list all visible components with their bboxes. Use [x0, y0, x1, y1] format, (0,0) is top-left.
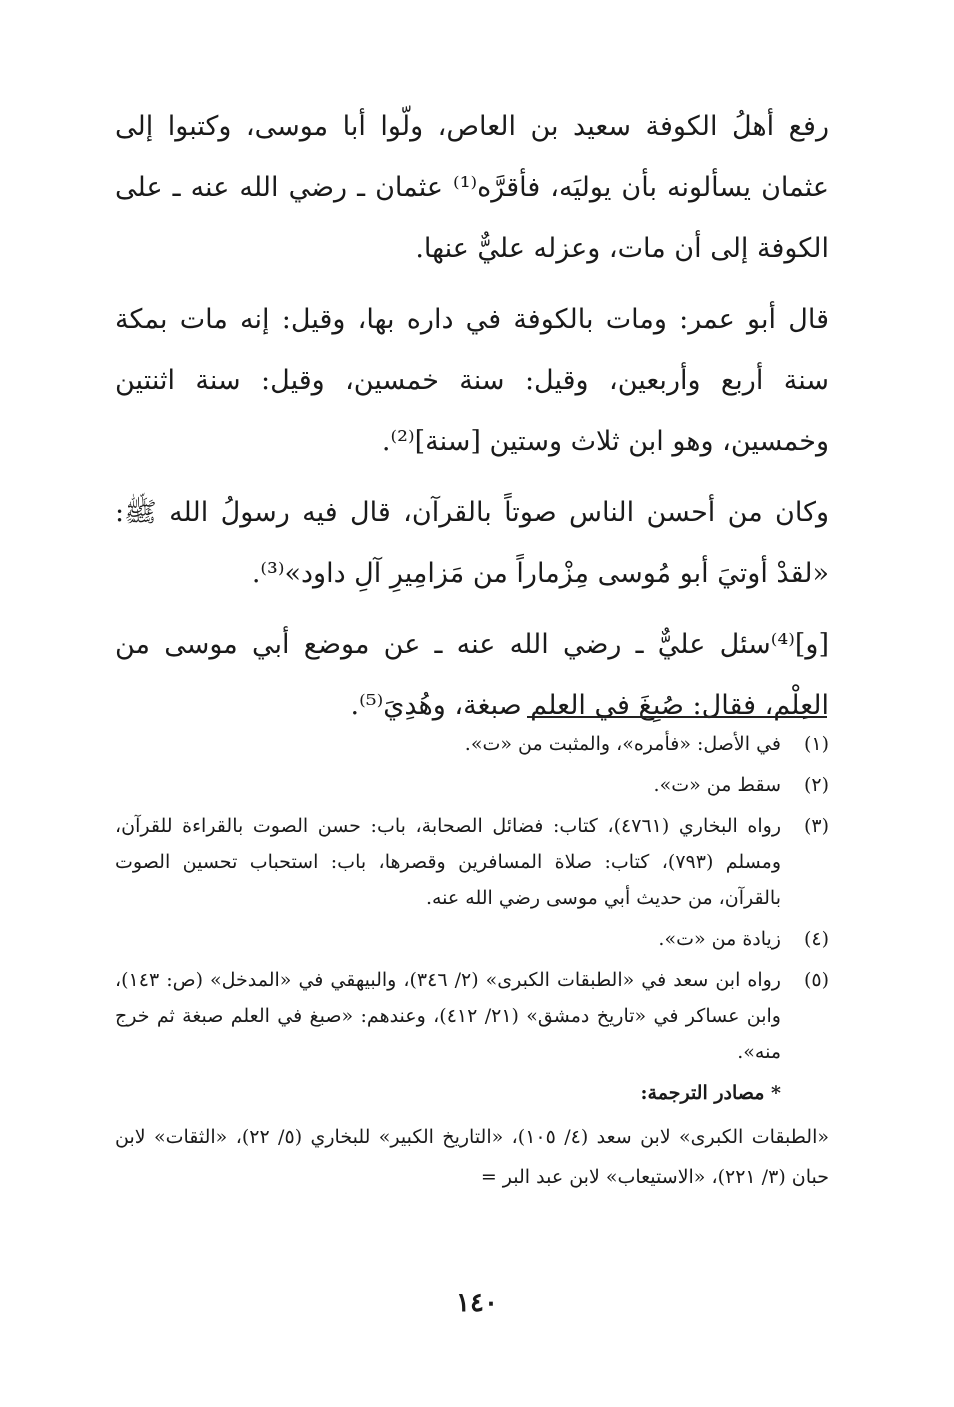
footnote-number: (٥)	[803, 969, 829, 991]
paragraph-4: [و]⁽⁴⁾سئل عليٌّ ـ رضي الله عنه ـ عن موضع أبي موسى من العِلْم، فقال: صُبِغَ في العلم صبغة، وهُدِيَ⁽⁵⁾.	[115, 629, 829, 721]
footnote-3	[115, 808, 829, 916]
footnote-1	[115, 726, 829, 762]
footnote-number: (٤)	[803, 928, 829, 950]
footnote-number: (٣)	[803, 815, 829, 837]
footnote-4	[115, 921, 829, 957]
footnote-text: زيادة من «ت».	[658, 928, 781, 950]
paragraph-3: وكان من أحسن الناس صوتاً بالقرآن، قال فيه رسولُ الله ﷺ: «لقدْ أوتيَ أبو مُوسى مِزْماراً من مَزامِيرِ آلِ داود»⁽³⁾.	[115, 497, 829, 589]
main-text	[115, 96, 829, 746]
paragraph-1: رفع أهلُ الكوفة سعيد بن العاص، ولّوا أبا موسى، وكتبوا إلى عثمان يسألونه بأن يوليَه، فأقرَّه⁽¹⁾ عثمان ـ رضي الله عنه ـ على الكوفة إلى أن مات، وعزله عليٌّ عنها.	[115, 111, 829, 264]
footnote-divider	[527, 716, 827, 718]
footnote-text: في الأصل: «فأمره»، والمثبت من «ت».	[464, 733, 781, 755]
footnote-number: (١)	[803, 733, 829, 755]
footnotes	[115, 726, 829, 1197]
footnote-text: سقط من «ت».	[653, 774, 781, 796]
page-number: ١٤٠	[456, 1288, 498, 1318]
sources-heading: * مصادر الترجمة:	[640, 1082, 781, 1104]
footnote-5	[115, 962, 829, 1070]
footnote-2	[115, 767, 829, 803]
paragraph-2: قال أبو عمر: ومات بالكوفة في داره بها، وقيل: إنه مات بمكة سنة أربع وأربعين، وقيل: سنة خمسين، وقيل: سنة اثنتين وخمسين، وهو ابن ثلاث وستين [سنة]⁽²⁾.	[115, 304, 829, 457]
translation-sources	[115, 1075, 829, 1197]
footnote-text: رواه البخاري (٤٧٦١)، كتاب: فضائل الصحابة، باب: حسن الصوت بالقراءة للقرآن، ومسلم (٧٩٣)، كتاب: صلاة المسافرين وقصرها، باب: استحباب تحسين الصوت بالقرآن، من حديث أبي موسى رضي الله عنه.	[115, 815, 781, 909]
footnote-text: رواه ابن سعد في «الطبقات الكبرى» (٢/ ٣٤٦)، والبيهقي في «المدخل» (ص: ١٤٣)، وابن عساكر في «تاريخ دمشق» (٢١/ ٤١٢)، وعندهم: «صبغ في العلم صبغة ثم خرج منه».	[115, 969, 781, 1063]
sources-text: «الطبقات الكبرى» لابن سعد (٤/ ١٠٥)، «التاريخ الكبير» للبخاري (٥/ ٢٢)، «الثقات» لابن حبان (٣/ ٢٢١)، «الاستيعاب» لابن عبد البر =	[115, 1126, 829, 1188]
footnote-number: (٢)	[803, 774, 829, 796]
